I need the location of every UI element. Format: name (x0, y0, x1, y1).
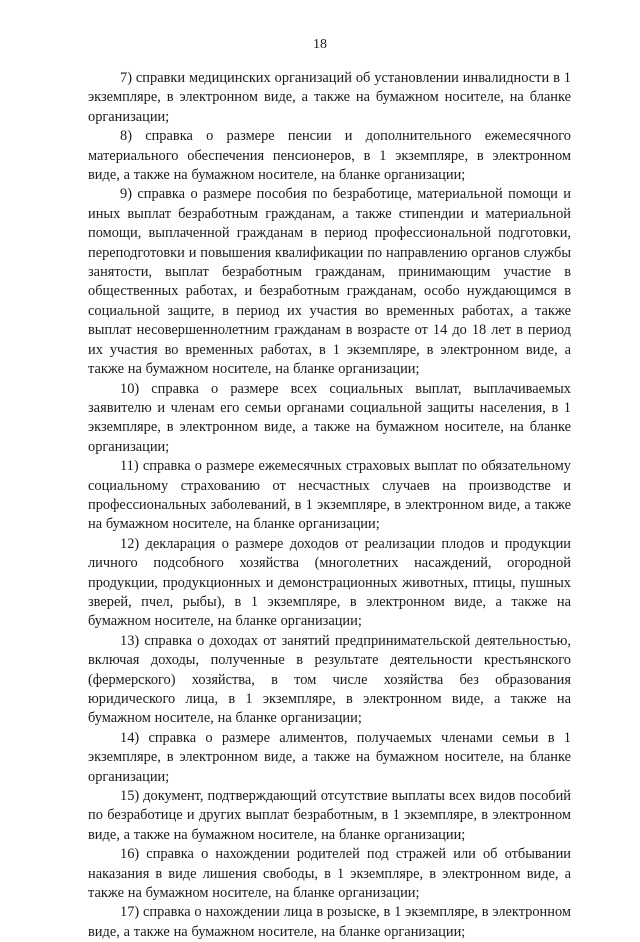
list-item-7: 7) справки медицинских организаций об установлении инвалидности в 1 экземпляре, в электронном виде, а также на бумажном носителе, на бланке организации; (88, 70, 571, 125)
page-number: 18 (313, 37, 327, 52)
list-item-16: 16) справка о нахождении родителей под стражей или об отбывании наказания в виде лишения свободы, в 1 экземпляре, в электронном виде, а также на бумажном носителе, на бланке организации; (88, 846, 571, 902)
list-item-17: 17) справка о нахождении лица в розыске, в 1 экземпляре, в электронном виде, а также на бумажном носителе, на бланке организации; (88, 904, 571, 940)
list-item-11: 11) справка о размере ежемесячных страховых выплат по обязательному социальному страхованию от несчастных случаев на производстве и профессиональных заболеваний, в 1 экземпляре, в электронном виде, а также на бумажном носителе, на бланке организации; (88, 458, 571, 533)
document-body (88, 69, 571, 942)
list-item-9: 9) справка о размере пособия по безработице, материальной помощи и иных выплат безработным гражданам, а также стипендии и материальной помощи, выплаченной гражданам в период профессиональной подготовки, переподготовки и повышения квалификации по направлению органов службы занятости, выплат безработным гражданам, принимающим участие в общественных работах, и безработным гражданам, особо нуждающимся в социальной защите, в период их участия во временных работах, а также выплат несовершеннолетним гражданам в возрасте от 14 до 18 лет в период их участия во временных работах, в 1 экземпляре, в электронном виде, а также на бумажном носителе, на бланке организации; (88, 186, 571, 378)
list-item-10: 10) справка о размере всех социальных выплат, выплачиваемых заявителю и членам его семьи органами социальной защиты населения, в 1 экземпляре, в электронном виде, а также на бумажном носителе, на бланке организации; (88, 380, 571, 455)
list-item-12: 12) декларация о размере доходов от реализации плодов и продукции личного подсобного хозяйства (многолетних насаждений, огородной продукции, продукционных и демонстрационных животных, птицы, пушных зверей, пчел, рыбы), в 1 экземпляре, в электронном виде, а также на бумажном носителе, на бланке организации; (88, 535, 571, 630)
list-item-15: 15) документ, подтверждающий отсутствие выплаты всех видов пособий по безработице и других выплат безработным, в 1 экземпляре, в электронном виде, а также на бумажном носителе, на бланке организации; (88, 788, 571, 843)
list-item-14: 14) справка о размере алиментов, получаемых членами семьи в 1 экземпляре, в электронном виде, а также на бумажном носителе, на бланке организации; (88, 729, 571, 785)
list-item-13: 13) справка о доходах от занятий предпринимательской деятельностью, включая доходы, полученные в результате деятельности крестьянского (фермерского) хозяйства, в том числе хозяйства без образования юридического лица, в 1 экземпляре, в электронном виде, а также на бумажном носителе, на бланке организации; (88, 632, 571, 727)
list-item-8: 8) справка о размере пенсии и дополнительного ежемесячного материального обеспечения пенсионеров, в 1 экземпляре, в электронном виде, а также на бумажном носителе, на бланке организации; (88, 128, 571, 184)
